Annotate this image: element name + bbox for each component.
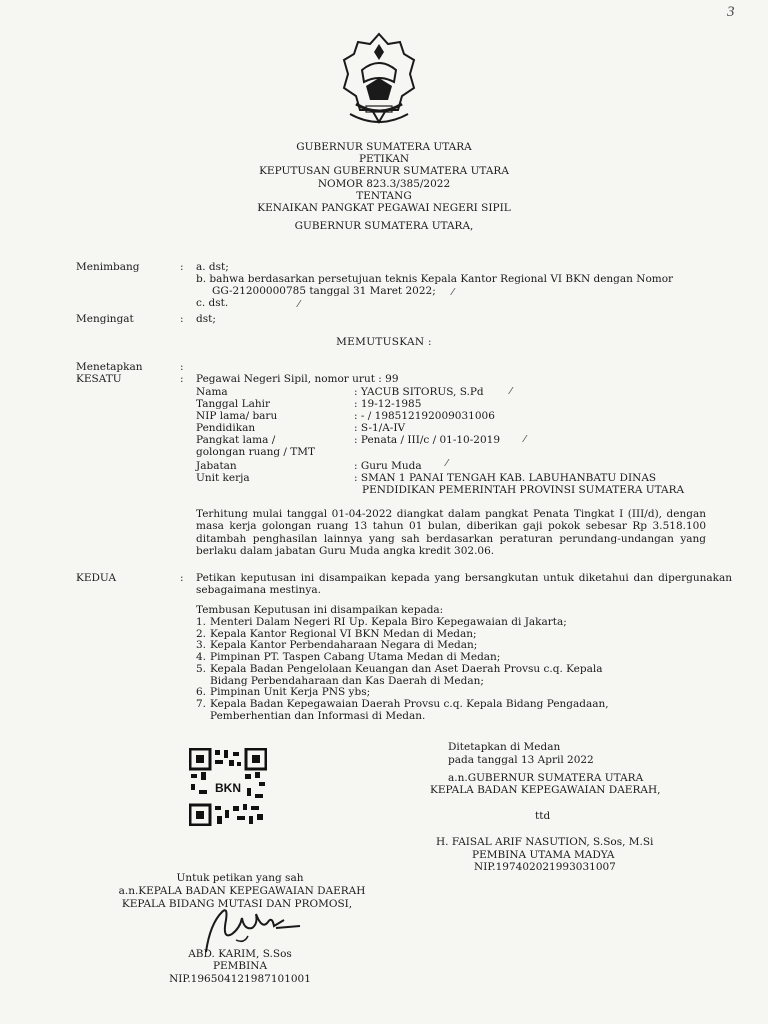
qr-code-icon [189,748,267,826]
qr-label: BKN [215,781,241,795]
field-value-nip: : - / 198512192009031006 [354,410,495,422]
menimbang-label: Menimbang [76,261,140,273]
menetapkan-colon: : [180,361,184,373]
header-line-6: KENAIKAN PANGKAT PEGAWAI NEGERI SIPIL [257,202,511,215]
list-item [196,711,609,723]
sign-ttd: ttd [535,810,551,822]
menimbang-b-line1: b. bahwa berdasarkan persetujuan teknis Kepala Kantor Regional VI BKN dengan Nomor [196,273,674,285]
memutuskan-heading: MEMUTUSKAN : [336,336,432,348]
official-nip: NIP.197402021993031007 [474,861,616,873]
list-item-text: Pimpinan PT. Taspen Cabang Utama Medan di Medan; [210,651,501,664]
certify-line-3: KEPALA BIDANG MUTASI DAN PROMOSI, [121,898,353,910]
field-label-pendidikan: Pendidikan [196,422,256,434]
kesatu-colon: : [180,373,184,385]
field-value-unit-kerja: : SMAN 1 PANAI TENGAH KAB. LABUHANBATU DINAS [354,472,657,484]
list-item-text: Pemberhentian dan Informasi di Medan. [210,709,426,722]
list-item-text: Menteri Dalam Negeri RI Up. Kepala Biro Kepegawaian di Jakarta; [210,616,567,628]
field-label-unit-kerja: Unit kerja [196,472,250,484]
list-item-number: 7. [196,697,207,710]
field-label-pangkat: Pangkat lama / [196,434,276,446]
check-mark-icon: ⁄ [452,287,454,298]
list-item [196,699,609,711]
header-line-7: GUBERNUR SUMATERA UTARA, [294,220,474,233]
mengingat-label: Mengingat [76,313,134,325]
check-mark-icon: ⁄ [524,434,526,445]
field-label-nama: Nama [196,386,228,398]
field-value-tanggal-lahir: : 19-12-1985 [354,398,422,410]
kesatu-paragraph: Terhitung mulai tanggal 01-04-2022 diangkat dalam pangkat Penata Tingkat I (III/d), dengan masa kerja golongan ruang 13 tahun 01 bulan, diberikan gaji pokok sebesar Rp 3.518.100 ditambah penghasilan lainnya yang sah berdasarkan peraturan perundang-undangan yang berlaku dalam jabatan Guru Muda angka kredit 302.06. [196,508,706,558]
check-mark-icon: ⁄ [298,299,300,310]
field-label-jabatan: Jabatan [196,460,237,472]
menimbang-colon: : [180,261,184,273]
list-item-text: Pimpinan Unit Kerja PNS ybs; [210,686,371,699]
header-line-2: PETIKAN [358,153,410,166]
header-line-3: KEPUTUSAN GUBERNUR SUMATERA UTARA [259,165,509,178]
certify-line-1: Untuk petikan yang sah [176,872,304,884]
list-item-number: 6. [196,686,207,699]
official-name: H. FAISAL ARIF NASUTION, S.Sos, M.Si [436,836,654,848]
field-label-tanggal-lahir: Tanggal Lahir [196,398,270,410]
field-label-golongan: golongan ruang / TMT [196,446,316,458]
sign-place: Ditetapkan di Medan [448,741,561,753]
list-item-text: Kepala Kantor Regional VI BKN Medan di Medan; [210,627,477,640]
menetapkan-label: Menetapkan [76,361,143,373]
official-rank: PEMBINA UTAMA MADYA [472,849,615,861]
list-item-number: 4. [196,651,207,664]
sign-on-behalf: a.n.GUBERNUR SUMATERA UTARA [448,772,644,784]
list-item-number: 3. [196,639,207,652]
certifier-rank: PEMBINA [212,960,268,972]
kedua-label: KEDUA [76,572,117,584]
list-item-text: Kepala Badan Kepegawaian Daerah Provsu c.q. Kepala Bidang Pengadaan, [210,697,609,710]
list-item [196,664,609,676]
list-item-number: 5. [196,662,207,675]
field-value-unit-kerja-cont: PENDIDIKAN PEMERINTAH PROVINSI SUMATERA UTARA [362,484,685,496]
certify-line-2: a.n.KEPALA BADAN KEPEGAWAIAN DAERAH [118,885,366,897]
page-number: 3 [727,4,735,20]
list-item-text: Kepala Kantor Perbendaharaan Negara di Medan; [210,639,478,652]
province-emblem-icon [336,30,422,132]
list-item-text: Bidang Perbendaharaan dan Kas Daerah di Medan; [210,674,484,687]
sign-date: pada tanggal 13 April 2022 [448,754,594,766]
list-item-text: Kepala Badan Pengelolaan Keuangan dan Aset Daerah Provsu c.q. Kepala [210,662,603,675]
mengingat-colon: : [180,313,184,325]
document-header [0,141,768,232]
tembusan-title: Tembusan Keputusan ini disampaikan kepada: [196,604,444,616]
header-line-4: NOMOR 823.3/385/2022 [317,177,451,190]
check-mark-icon: ⁄ [446,458,448,469]
certifier-nip: NIP.196504121987101001 [169,973,311,985]
kedua-paragraph: Petikan keputusan ini disampaikan kepada yang bersangkutan untuk diketahui dan dipergunakan sebagaimana mestinya. [196,572,732,597]
field-value-pangkat: : Penata / III/c / 01-10-2019 [354,434,501,446]
tembusan-list [196,617,609,722]
check-mark-icon: ⁄ [510,386,512,397]
field-value-nama: : YACUB SITORUS, S.Pd [354,386,484,398]
field-value-jabatan: : Guru Muda [354,460,422,472]
list-item-number: 1. [196,616,207,628]
menimbang-a: a. dst; [196,261,229,273]
kesatu-intro: Pegawai Negeri Sipil, nomor urut : 99 [196,373,399,385]
header-line-1: GUBERNUR SUMATERA UTARA [296,141,472,153]
menimbang-b-line2: GG-21200000785 tanggal 31 Maret 2022; [212,285,436,297]
menimbang-c: c. dst. [196,297,229,309]
list-item [196,617,609,629]
header-line-5: TENTANG [356,189,412,202]
field-value-pendidikan: : S-1/A-IV [354,422,406,434]
kedua-colon: : [180,572,184,584]
certifier-name: ABD. KARIM, S.Sos [188,948,292,960]
list-item-number: 2. [196,627,207,640]
mengingat-value: dst; [196,313,216,325]
sign-office: KEPALA BADAN KEPEGAWAIAN DAERAH, [430,784,661,796]
kesatu-label: KESATU [76,373,122,385]
field-label-nip: NIP lama/ baru [196,410,278,422]
